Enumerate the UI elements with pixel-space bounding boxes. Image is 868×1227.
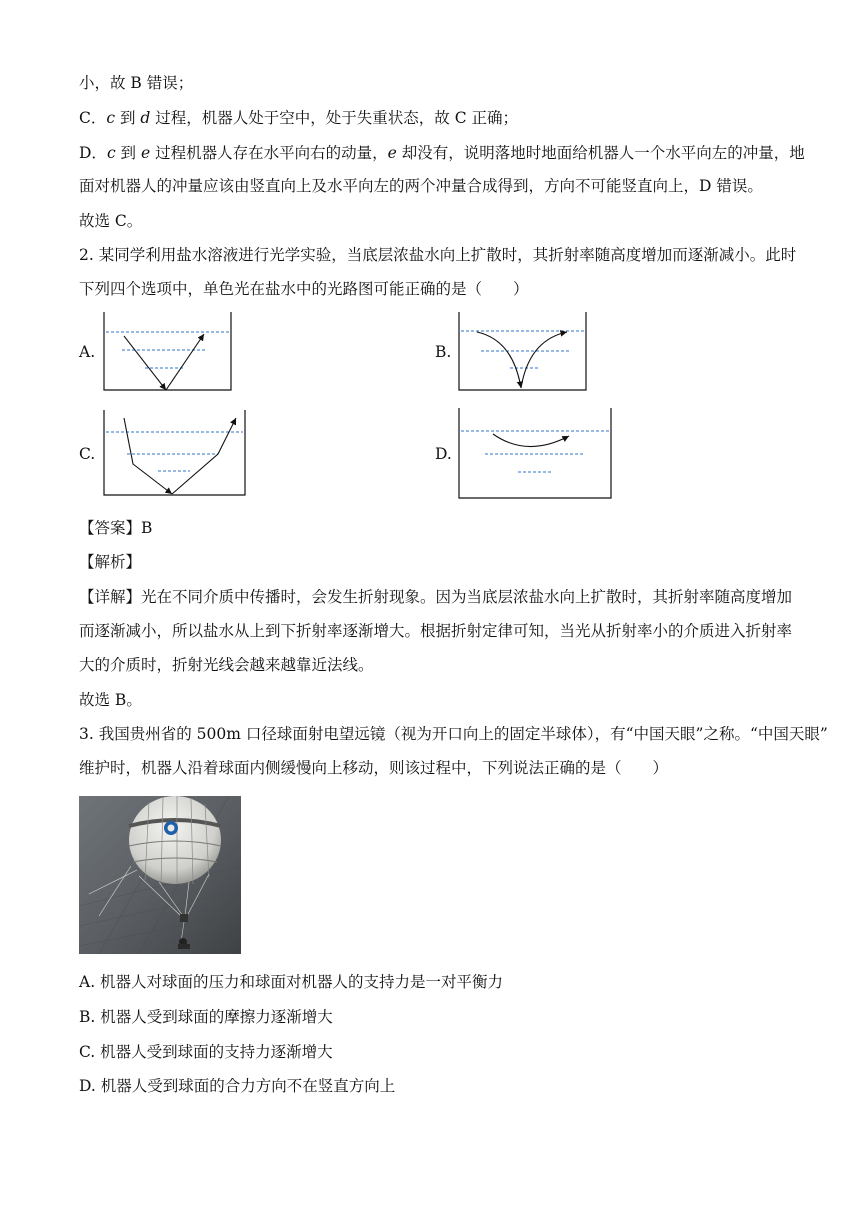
text-line: 小，故 B 错误； (79, 74, 194, 92)
detail-text: 大的介质时，折射光线会越来越靠近法线。 (79, 656, 374, 674)
option-c-label: C. (79, 445, 96, 463)
text-line: 故选 C。 (79, 212, 143, 230)
answer-text: 【答案】B (79, 519, 153, 537)
diagram-d (455, 406, 615, 500)
option-a-label: A. (79, 343, 96, 361)
option-b-text: B. 机器人受到球面的摩擦力逐渐增大 (79, 1008, 333, 1026)
detail-text: 而逐渐减小，所以盐水从上到下折射率逐渐增大。根据折射定律可知，当光从折射率小的介质进入折射率 (79, 622, 793, 640)
question-3-text: 维护时，机器人沿着球面内侧缓慢向上移动，则该过程中，下列说法正确的是（ ） (79, 759, 669, 777)
diagram-b (455, 310, 595, 394)
option-d-label: D. (435, 445, 452, 463)
option-d-text: D. 机器人受到球面的合力方向不在竖直方向上 (79, 1077, 396, 1095)
diagram-c (100, 408, 250, 498)
option-c-text: C. 机器人受到球面的支持力逐渐增大 (79, 1043, 333, 1061)
question-2-text: 2. 某同学利用盐水溶液进行光学实验，当底层浓盐水向上扩散时，其折射率随高度增加而逐渐减小。此时 (79, 246, 797, 264)
diagram-a (100, 310, 240, 394)
analysis-heading: 【解析】 (79, 553, 142, 571)
question-2-text: 下列四个选项中，单色光在盐水中的光路图可能正确的是（ ） (79, 280, 529, 298)
option-a-text: A. 机器人对球面的压力和球面对机器人的支持力是一对平衡力 (79, 973, 504, 991)
choose-text: 故选 B。 (79, 691, 142, 709)
text-line: D．c 到 e 过程机器人存在水平向右的动量，e 却没有，说明落地时地面给机器人一个水平向左的冲量，地 (79, 144, 805, 162)
question-3-text: 3. 我国贵州省的 500m 口径球面射电望远镜（视为开口向上的固定半球体），有“中国天眼”之称。“中国天眼” (79, 725, 828, 743)
text-line: C．c 到 d 过程，机器人处于空中，处于失重状态，故 C 正确； (79, 109, 519, 127)
telescope-photo (79, 796, 241, 954)
text-line: 面对机器人的冲量应该由竖直向上及水平向左的两个冲量合成得到，方向不可能竖直向上，D 错误。 (79, 177, 763, 195)
detail-text: 【详解】光在不同介质中传播时，会发生折射现象。因为当底层浓盐水向上扩散时，其折射率随高度增加 (79, 588, 793, 606)
option-b-label: B. (435, 343, 452, 361)
